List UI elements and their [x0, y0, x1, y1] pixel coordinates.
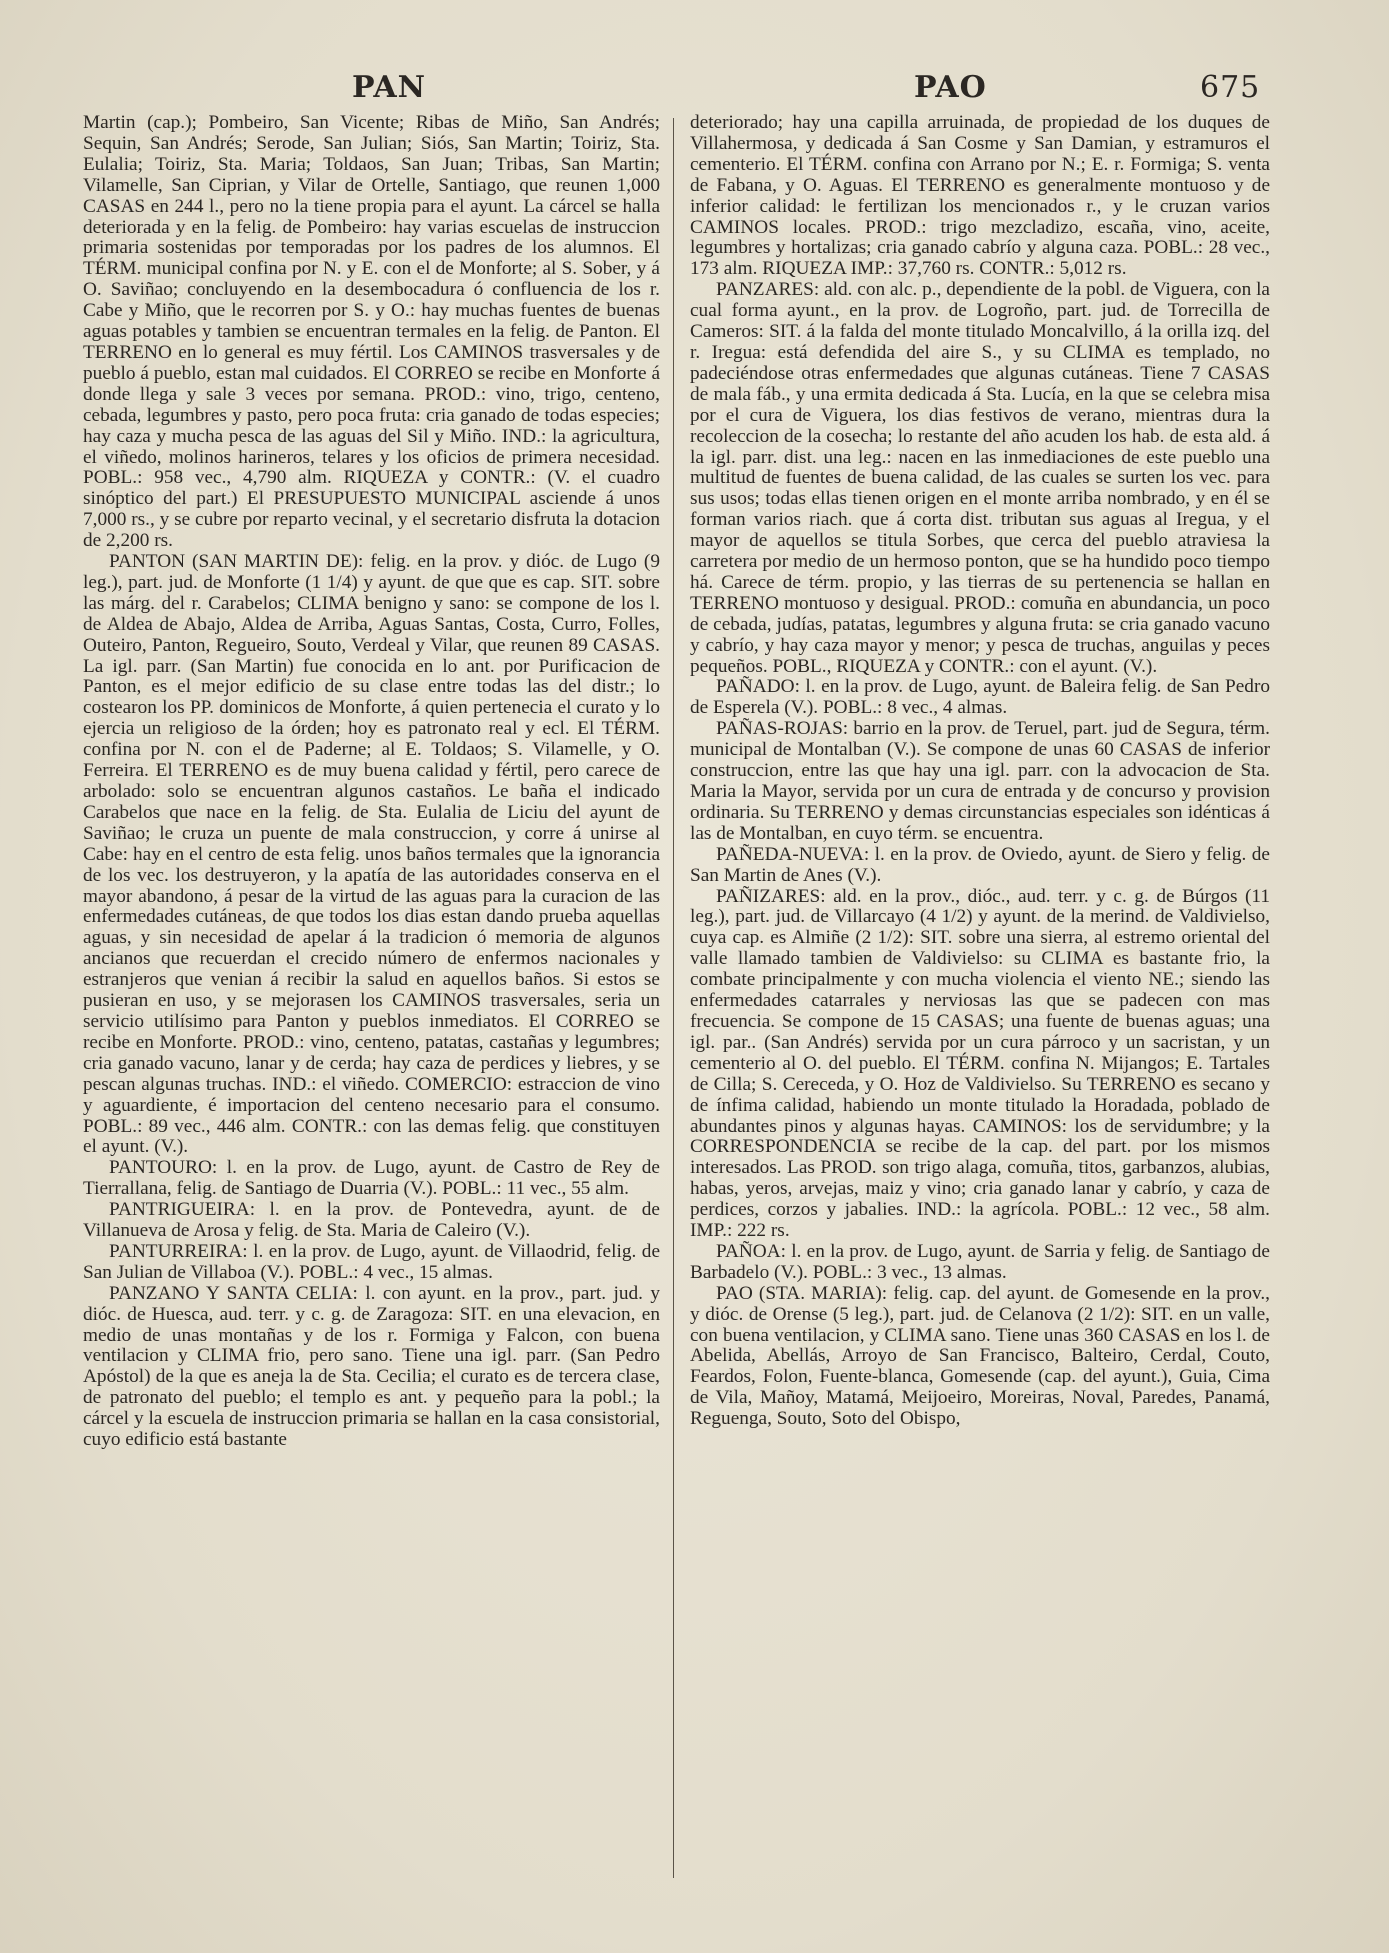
entry-pao: PAO (STA. MARIA): felig. cap. del ayunt. de Gomesende en la prov., y dióc. de Orense (5 leg.), part. jud. de Celanova (2 1/2): SIT. en un valle, con buena ventilacion, y CLIMA sano. Tiene unas 360 CASAS en los l. de Abelida, Abellás, Arroyo de San Francisco, Balteiro, Cerdal, Couto, Feardos, Folon, Fuente-blanca, Gomesende (cap. del ayunt.), Guia, Cima de Vila, Mañoy, Matamá, Meijoeiro, Moreiras, Noval, Paredes, Panamá, Reguenga, Souto, Soto del Obispo,: [690, 1282, 1270, 1430]
page-number: 675: [1200, 70, 1261, 105]
entry-panoa: PAÑOA: l. en la prov. de Lugo, ayunt. de Sarria y felig. de Santiago de Barbadelo (V.). POBL.: 3 vec., 13 almas.: [690, 1240, 1270, 1283]
entry-paneda-nueva: PAÑEDA-NUEVA: l. en la prov. de Oviedo, ayunt. de Siero y felig. de San Martin de Anes (V.).: [690, 843, 1270, 886]
entry-panizares: PAÑIZARES: ald. en la prov., dióc., aud. terr. y c. g. de Búrgos (11 leg.), part. jud. de Villarcayo (4 1/2) y ayunt. de la merind. de Valdivielso, cuya cap. es Almiñe (2 1/2): SIT. sobre una sierra, al estremo oriental del valle llamado tambien de Valdivielso: su CLIMA es bastante frio, la combate principalmente y con mucha violencia el viento NE.; siendo las enfermedades catarrales y nerviosas las que se padecen con mas frecuencia. Se compone de 15 CASAS; una fuente de buenas aguas; una igl. par.. (San Andrés) servida por un cura párroco y un sacristan, y un cementerio al O. del pueblo. El TÉRM. confina N. Mijangos; E. Tartales de Cilla; S. Cereceda, y O. Hoz de Valdivielso. Su TERRENO es secano y de ínfima calidad, habiendo un monte titulado la Horadada, poblado de abundantes pinos y algunas hayas. CAMINOS: los de servidumbre; y la CORRESPONDENCIA se recibe de la cap. del part. por los mismos interesados. Las PROD. son trigo alaga, comuña, titos, garbanzos, alubias, habas, yeros, arvejas, maiz y vino; cria ganado lanar y cabrío, y caza de perdices, corzos y jabalies. IND.: la agrícola. POBL.: 12 vec., 58 alm. IMP.: 222 rs.: [690, 885, 1270, 1242]
left-column: [83, 113, 660, 1883]
entry-panton: PANTON (SAN MARTIN DE): felig. en la prov. y dióc. de Lugo (9 leg.), part. jud. de Monforte (1 1/4) y ayunt. de que que es cap. SIT. sobre las márg. del r. Carabelos; CLIMA benigno y sano: se compone de los l. de Aldea de Abajo, Aldea de Arriba, Aguas Santas, Costa, Curro, Folles, Outeiro, Panton, Regueiro, Souto, Verdeal y Vilar, que reunen 89 CASAS. La igl. parr. (San Martin) fue conocida en lo ant. por Purificacion de Panton, es el mejor edificio de su clase entre todas las del distr.; lo costearon los PP. dominicos de Monforte, á quien pertenecia el curato y lo ejercia un religioso de la órden; hoy es patronato real y ecl. El TÉRM. confina por N. con el de Paderne; al E. Toldaos; S. Vilamelle, y O. Ferreira. El TERRENO es de muy buena calidad y fértil, pero carece de arbolado: solo se encuentran algunos castaños. Le baña el indicado Carabelos que nace en la felig. de Sta. Eulalia de Liciu del ayunt de Saviñao; le cruza un puente de mala construccion, y corre á unirse al Cabe: hay en el centro de esta felig. unos baños termales que la ignorancia de los vec. los destruyeron, y la apatía de las autoridades conserva en el mayor abandono, á pesar de la virtud de las aguas para la curacion de las enfermedades cutáneas, de que todos los dias estan dando prueba aquellas aguas, y sin necesidad de apelar á la tradicion ó memoria de algunos ancianos que recuerdan el crecido número de enfermos nacionales y estranjeros que venian á recibir la salud en aquellos baños. Si estos se pusieran en uso, y se mejorasen los CAMINOS trasversales, seria un servicio utilísimo para Panton y pueblos inmediatos. El CORREO se recibe en Monforte. PROD.: vino, centeno, patatas, castañas y legumbres; cria ganado vacuno, lanar y de cerda; hay caza de perdices y liebres, y se pescan algunas truchas. IND.: el viñedo. COMERCIO: estraccion de vino y aguardiente, é importacion del centeno necesario para el consumo. POBL.: 89 vec., 446 alm. CONTR.: con las demas felig. que constituyen el ayunt. (V.).: [83, 551, 660, 1158]
entry-panzares: PANZARES: ald. con alc. p., dependiente de la pobl. de Viguera, con la cual forma ayunt., en la prov. de Logroño, part. jud. de Torrecilla de Cameros: SIT. á la falda del monte titulado Moncalvillo, á la orilla izq. del r. Iregua: está defendida del aire S., y su CLIMA es templado, no padeciéndose otras enfermedades que algunas cutáneas. Tiene 7 CASAS de mala fáb., y una ermita dedicada á Sta. Lucía, en la que se celebra misa por el cura de Viguera, los dias festivos de verano, mientras dura la recoleccion de la cosecha; lo restante del año acuden los hab. de esta ald. á la igl. parr. dist. una leg.: nacen en las inmediaciones de este pueblo una multitud de fuentes de buena calidad, de las cuales se surten los vec. para sus usos; todas ellas tienen origen en el monte arriba nombrado, y en él se forman varios riach. que á corta dist. tributan sus aguas al Iregua, y el mayor de aquellos se titula Sorbes, que cerca del pueblo atraviesa la carretera por medio de un hermoso ponton, que se ha hundido poco tiempo há. Carece de térm. propio, y las tierras de su pertenencia se hallan en TERRENO montuoso y desigual. PROD.: comuña en abundancia, un poco de cebada, judías, patatas, legumbres y alguna fruta: se cria ganado vacuno y cabrío, y hay caza mayor y menor; y pesca de truchas, anguilas y peces pequeños. POBL., RIQUEZA y CONTR.: con el ayunt. (V.).: [690, 279, 1270, 677]
entry-pantrigueira: PANTRIGUEIRA: l. en la prov. de Pontevedra, ayunt. de de Villanueva de Arosa y felig. de Sta. Maria de Caleiro (V.).: [83, 1199, 660, 1242]
entry-panado: PAÑADO: l. en la prov. de Lugo, ayunt. de Baleira felig. de San Pedro de Esperela (V.). POBL.: 8 vec., 4 almas.: [690, 676, 1270, 719]
page-header: [0, 70, 1389, 110]
entry-continuation: Martin (cap.); Pombeiro, San Vicente; Ribas de Miño, San Andrés; Sequin, San Andrés; Serode, San Julian; Siós, San Martin; Toiriz, Sta. Eulalia; Toiriz, Sta. Maria; Toldaos, San Juan; Tribas, San Martin; Vilamelle, San Ciprian, y Vilar de Ortelle, Santiago, que reunen 1,000 CASAS en 244 l., pero no la tiene propia para el ayunt. La cárcel se halla deteriorada y en la felig. de Pombeiro: hay varias escuelas de instruccion primaria sostenidas por temporadas por los padres de los alumnos. El TÉRM. municipal confina por N. y E. con el de Monforte; al S. Sober, y á O. Saviñao; concluyendo en la desembocadura ó confluencia de los r. Cabe y Miño, que le recorren por S. y O.: hay muchas fuentes de buenas aguas potables y tambien se encuentran termales en la felig. de Panton. El TERRENO en lo general es muy fértil. Los CAMINOS trasversales y de pueblo á pueblo, estan mal cuidados. El CORREO se recibe en Monforte á donde llega y sale 3 veces por semana. PROD.: vino, trigo, centeno, cebada, legumbres y pasto, pero poca fruta: cria ganado de todas especies; hay caza y mucha pesca de las aguas del Sil y Miño. IND.: la agricultura, el viñedo, molinos harineros, telares y los oficios de primera necesidad. POBL.: 958 vec., 4,790 alm. RIQUEZA y CONTR.: (V. el cuadro sinóptico del part.) El PRESUPUESTO MUNICIPAL asciende á unos 7,000 rs., y se cubre por reparto vecinal, y el secretario disfruta la dotacion de 2,200 rs.: [83, 113, 660, 552]
column-divider: [673, 118, 674, 1878]
left-running-head: PAN: [352, 70, 427, 105]
right-running-head: PAO: [914, 70, 987, 105]
entry-panas-rojas: PAÑAS-ROJAS: barrio en la prov. de Teruel, part. jud de Segura, térm. municipal de Montalban (V.). Se compone de unas 60 CASAS de inferior construccion, entre las que hay una igl. parr. con la advocacion de Sta. Maria la Mayor, servida por un cura de entrada y de concurso y provision ordinaria. Su TERRENO y demas circunstancias especiales son idénticas á las de Montalban, en cuyo térm. se encuentra.: [690, 718, 1270, 844]
right-column: [690, 113, 1270, 1883]
entry-pantouro: PANTOURO: l. en la prov. de Lugo, ayunt. de Castro de Rey de Tierrallana, felig. de Santiago de Duarria (V.). POBL.: 11 vec., 55 alm.: [83, 1157, 660, 1200]
entry-panturreira: PANTURREIRA: l. en la prov. de Lugo, ayunt. de Villaodrid, felig. de San Julian de Villaboa (V.). POBL.: 4 vec., 15 almas.: [83, 1240, 660, 1283]
entry-panzano: PANZANO Y SANTA CELIA: l. con ayunt. en la prov., part. jud. y dióc. de Huesca, aud. terr. y c. g. de Zaragoza: SIT. en una elevacion, en medio de unas montañas y de los r. Formiga y Falcon, con buena ventilacion y CLIMA frio, pero sano. Tiene una igl. parr. (San Pedro Apóstol) de la que es aneja la de Sta. Cecilia; el curato es de tercera clase, de patronato del pueblo; el templo es ant. y pequeño para la pobl.; la cárcel y la escuela de instruccion primaria se hallan en la casa consistorial, cuyo edificio está bastante: [83, 1282, 660, 1451]
entry-continuation-right: deteriorado; hay una capilla arruinada, de propiedad de los duques de Villahermosa, y dedicada á San Cosme y San Damian, y estramuros el cementerio. El TÉRM. confina con Arrano por N.; E. r. Formiga; S. venta de Fabana, y O. Aguas. El TERRENO es generalmente montuoso y de inferior calidad: le fertilizan los mencionados r., y le cruzan varios CAMINOS locales. PROD.: trigo mezcladizo, escaña, vino, aceite, legumbres y hortalizas; cria ganado cabrío y alguna caza. POBL.: 28 vec., 173 alm. RIQUEZA IMP.: 37,760 rs. CONTR.: 5,012 rs.: [690, 113, 1270, 280]
